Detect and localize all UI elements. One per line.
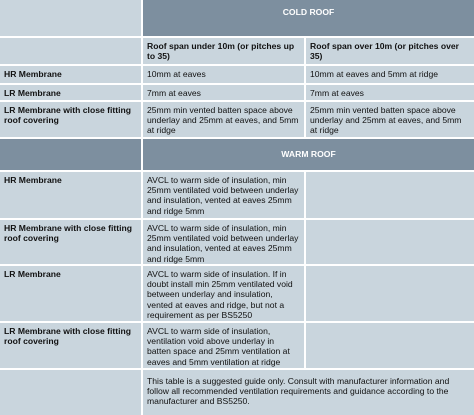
table-cell: 25mm min vented batten space above underlay and 25mm at eaves, and 5mm at ridge (143, 102, 304, 137)
table-cell: 7mm at eaves (306, 85, 474, 100)
row-label: HR Membrane with close fitting roof covering (0, 220, 141, 264)
cold-roof-header: COLD ROOF (143, 0, 474, 36)
empty-cell (306, 220, 474, 264)
table-cell: 10mm at eaves and 5mm at ridge (306, 66, 474, 83)
row-label: LR Membrane (0, 266, 141, 321)
table-cell: 10mm at eaves (143, 66, 304, 83)
warm-roof-header-blank (0, 139, 141, 170)
table-cell: 7mm at eaves (143, 85, 304, 100)
table-cell: AVCL to warm side of insulation, ventilation void above underlay in batten space and 25mm ventilation at eaves and 5mm ventilation at ridge (143, 323, 304, 368)
corner-blank-cell (0, 0, 141, 36)
column-header-span-over-10m: Roof span over 10m (or pitches over 35) (306, 38, 474, 64)
empty-cell (306, 266, 474, 321)
footnote-blank (0, 370, 141, 415)
empty-cell (306, 172, 474, 218)
row-label: HR Membrane (0, 66, 141, 83)
warm-roof-header: WARM ROOF (143, 139, 474, 170)
column-header-span-under-10m: Roof span under 10m (or pitches up to 35) (143, 38, 304, 64)
empty-cell (306, 323, 474, 368)
row-label: LR Membrane (0, 85, 141, 100)
column-header-blank (0, 38, 141, 64)
table-cell: AVCL to warm side of insulation, min 25mm ventilated void between underlay and insulation, vented at eaves 25mm and ridge 5mm (143, 220, 304, 264)
table-cell: AVCL to warm side of insulation, min 25mm ventilated void between underlay and insulation, vented at eaves 25mm and ridge 5mm (143, 172, 304, 218)
table-cell: 25mm min vented batten space above underlay and 25mm at eaves, and 5mm at ridge (306, 102, 474, 137)
row-label: LR Membrane with close fitting roof covering (0, 102, 141, 137)
footnote: This table is a suggested guide only. Consult with manufacturer information and follow all recommended ventilation requirements and guidance according to the manufacturer and BS5250. (143, 370, 474, 415)
row-label: LR Membrane with close fitting roof covering (0, 323, 141, 368)
row-label: HR Membrane (0, 172, 141, 218)
table-cell: AVCL to warm side of insulation. If in doubt install min 25mm ventilated void between underlay and insulation, vented at eaves and ridge, but not a requirement as per BS5250 (143, 266, 304, 321)
